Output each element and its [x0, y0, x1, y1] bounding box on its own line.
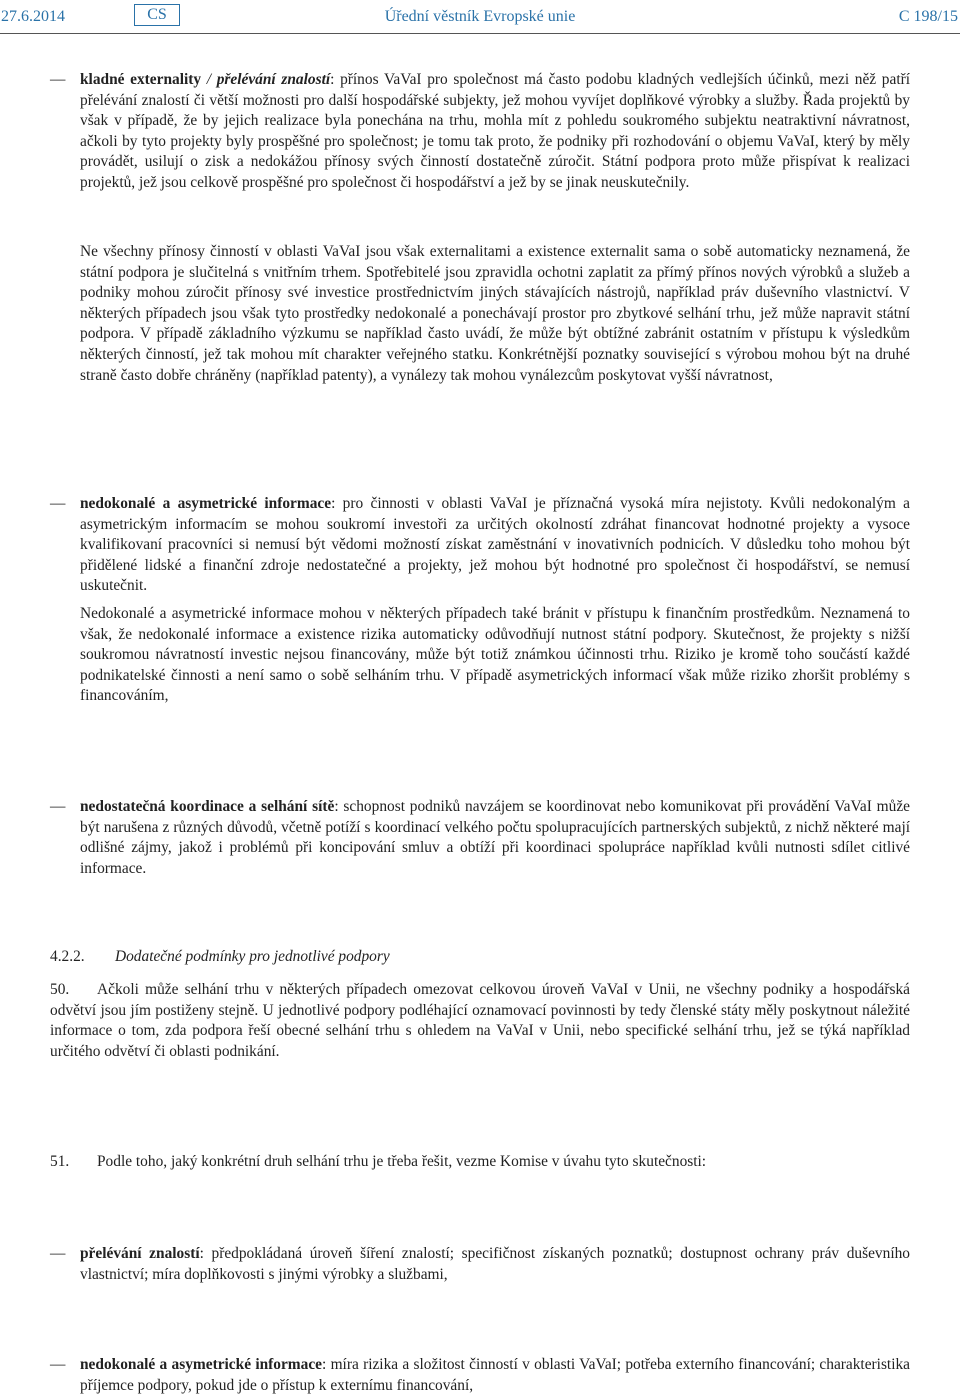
paragraph-externalities-note: Ne všechny přínosy činností v oblasti VaVaI jsou však externalitami a existence externalit sama o sobě automaticky neznamená, že státní podpora je slučitelná s vnitřním trhem. Spotřebitelé jsou zpravidla ochotni zaplatit za přímý přínos nových výrobků a služeb a podniky mohou zúročit přínosy své investice prostřednictvím jiných stávajících nástrojů, například práv duševního vlastnictví. V některých případech jsou však tyto prostředky nedokonalé a ponechávají prostor pro zbytkové selhání trhu, jež může napravit státní podpora. V případě základního výzkumu se například často uvádí, že může být obtížné zabránit ostatním v přístupu k výsledkům některých činností, jež tak mohou mít charakter veřejného statku. Konkrétnější poznatky související s výrobou mohou být na druhé straně často dobře chráněny (například patenty), a vynálezy tak mohou vynálezcům poskytovat vyšší návratnost,: [80, 243, 910, 384]
paragraph-text: Ačkoli může selhání trhu v některých případech omezovat celkovou úroveň VaVaI v Unii, ne všechny podniky a hospodářská odvětví jsou jím postiženy stejně. U jednotlivé podpory podléhající oznamovací povinnosti by tedy členské státy měly poskytnout náležité informace o tom, zda podpora řeší obecné selhání trhu s ohledem na VaVaI v Unii, nebo specifické selhání trhu, jež se týká například určitého odvětví či oblasti podnikání.: [50, 981, 910, 1060]
paragraph-information-note: Nedokonalé a asymetrické informace mohou v některých případech také bránit v přístupu k finančním prostředkům. Neznamená to však, že nedokonalé informace a existence rizika automaticky odůvodňují nutnost státní podpory. Skutečnost, že projekty s nižší soukromou návratností investic nejsou financovány, může být totiž známkou účinnosti trhu. Riziko je kromě toho součástí každé podnikatelské činnosti a není samo o sobě selháním trhu. V případě asymetrických informací však může riziko zhoršit problémy s financováním,: [80, 605, 910, 705]
dash-bullet: —: [50, 71, 66, 88]
term-coordination-failure: nedostatečná koordinace a selhání sítě: [80, 798, 335, 815]
paragraph-50: [50, 980, 910, 1062]
list-item-positive-externalities: [50, 70, 911, 194]
paragraph-number-51: 51.: [50, 1153, 70, 1170]
item-text: : pro činnosti v oblasti VaVaI je příznačná vysoká míra nejistoty. Kvůli nedokonalým a asymetrickým informacím se mohou soukromí investoři za určitých okolností zdráhat financovat hodnotné projekty a vysoce kvalifikovaní pracovníci si nemusí být vědomi možností získat zaměstnání v inovativních podnicích. V důsledku toho mohou být přidělené lidské a finanční zdroje nedostatečné a projekty, jež mohou být hodnotné pro společnost či hospodářství, se nemusí uskutečnit.: [80, 495, 910, 595]
item-text: : schopnost podniků navzájem se koordinovat nebo komunikovat při provádění VaVaI může být narušena z různých důvodů, včetně potíží s koordinací velkého počtu spolupracujících partnerských subjektů, z nichž některé mají odlišné zájmy, jakož i problémů při koncipování smluv a obtíží při koordinaci spolupráce například kvůli nutnosti sdílet citlivé informace.: [80, 798, 911, 877]
paragraph-51-text: Podle toho, jaký konkrétní druh selhání trhu je třeba řešit, vezme Komise v úvahu tyto skutečnosti:: [97, 1153, 707, 1170]
dash-bullet: —: [50, 1356, 66, 1373]
page-header: [0, 4, 960, 28]
section-number: 4.2.2.: [50, 948, 85, 965]
list-item-knowledge-spillover: [50, 1244, 910, 1285]
term-asymmetric-information: nedokonalé a asymetrické informace: [80, 1356, 322, 1373]
language-code-box: CS: [134, 4, 180, 26]
header-rule: [0, 33, 960, 34]
item-text: : přínos VaVaI pro společnost má často podobu kladných vedlejších účinků, mezi něž patří přelévání znalostí či větší možnosti pro další hospodářské subjekty, jež mohou vyvíjet doplňkové výrobky a služby. Řada projektů by však v případě, že by jejich realizace byla ponechána na trhu, mohla mít z pohledu soukromého subjektu neatraktivní návratnost, ačkoli by tyto projekty byly prospěšné pro společnost; je tomu tak proto, že podniky při rozhodování o objemu VaVaI, který by měly provádět, usilují o zisk a nedokážou přínosy svých činností dostatečně zúročit. Státní podpora proto může přispívat k realizaci projektů, jež jsou celkově prospěšné pro společnost či hospodářství a jež by se jinak neuskutečnily.: [80, 71, 911, 191]
item-text: : předpokládaná úroveň šíření znalostí; specifičnost získaných poznatků; dostupnost ochrany práv duševního vlastnictví; míra doplňkovosti s jinými výrobky a službami,: [80, 1245, 910, 1283]
header-date: 27.6.2014: [1, 8, 65, 25]
item-text: : míra rizika a složitost činností v oblasti VaVaI; potřeba externího financování; charakteristika příjemce podpory, pokud jde o přístup k externímu financování,: [80, 1356, 911, 1394]
list-item-asymmetric-information: [50, 1355, 911, 1396]
page-number: C 198/15: [898, 8, 958, 25]
term-knowledge-spillover: přelévání znalostí: [80, 1245, 200, 1262]
journal-title: Úřední věstník Evropské unie: [384, 8, 576, 25]
dash-bullet: —: [50, 495, 66, 512]
list-item-coordination-failure: [50, 797, 911, 879]
term-knowledge-spillover: přelévání znalostí: [216, 71, 331, 88]
dash-bullet: —: [50, 798, 66, 815]
term-imperfect-information: nedokonalé a asymetrické informace: [80, 495, 332, 512]
term-positive-externalities: kladné externality: [80, 71, 202, 88]
section-title: Dodatečné podmínky pro jednotlivé podpory: [115, 948, 390, 965]
paragraph-number: 50.: [50, 981, 70, 998]
dash-bullet: —: [50, 1245, 66, 1262]
term-separator: /: [201, 71, 217, 88]
list-item-imperfect-information: [50, 494, 910, 597]
